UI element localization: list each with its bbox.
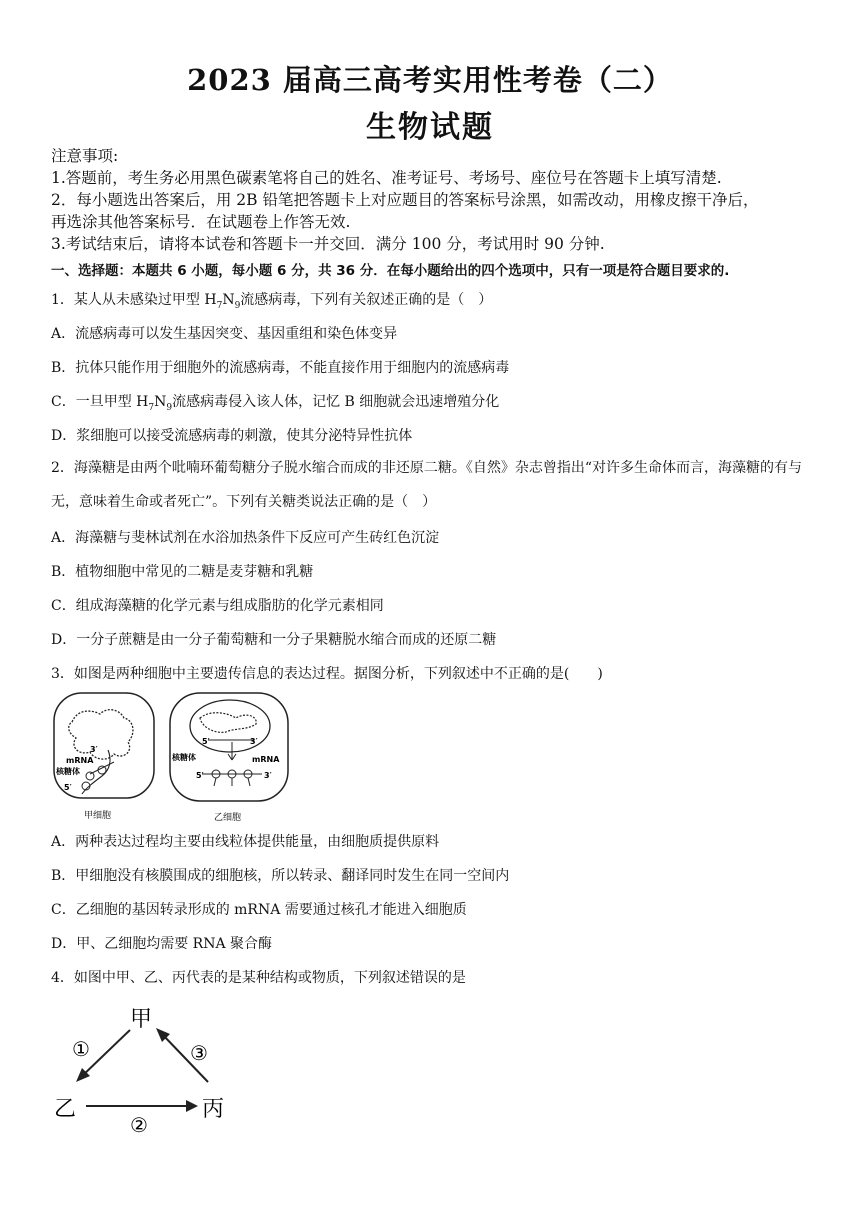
note-item: 3.考试结束后，请将本试卷和答题卡一并交回．满分 100 分，考试用时 90 分钟. [51, 235, 605, 253]
fig-left-caption: 甲细胞 [84, 811, 112, 821]
q1-stem: 1．某人从未感染过甲型 $H_7N_9$流感病毒，下列有关叙述正确的是（ ） [51, 292, 493, 311]
fig-right-caption: 乙细胞 [214, 813, 242, 822]
node-jia: 甲 [130, 1007, 153, 1032]
cycle-diagram [50, 1000, 240, 1140]
exam-title: 2023 届高三高考实用性考卷（二） [187, 63, 673, 97]
section-heading: 一、选择题：本题共 6 小题，每小题 6 分，共 36 分．在每小题给出的四个选项中，只有一项是符合题目要求的. [51, 263, 730, 279]
q2-stem: 2．海藻糖是由两个吡喃环葡萄糖分子脱水缩合而成的非还原二糖。《自然》杂志曾指出“对许多生命体而言，海藻糖的有与无，意味着生命或者死亡”。下列有关糖类说法正确的是（ ） [51, 460, 803, 510]
fig-right-5prime-top: 5′ [202, 737, 210, 746]
note-item: 再选涂其他答案标号．在试题卷上作答无效. [51, 213, 351, 231]
node-bing: 丙 [202, 1097, 225, 1122]
q4-stem: 4．如图中甲、乙、丙代表的是某种结构或物质，下列叙述错误的是 [51, 970, 466, 986]
fig-right-5prime: 5′ [196, 771, 204, 780]
fig-right-3prime-top: 3′ [250, 737, 258, 746]
fig-left-5prime: 5′ [64, 783, 72, 792]
q3-option-a: A．两种表达过程均主要由线粒体提供能量，由细胞质提供原料 [51, 834, 440, 850]
q1-option-b: B．抗体只能作用于细胞外的流感病毒，不能直接作用于细胞内的流感病毒 [51, 360, 510, 376]
note-item: 2．每小题选出答案后，用 2B 铅笔把答题卡上对应题目的答案标号涂黑，如需改动，用橡皮擦干净后， [51, 191, 759, 209]
fig-right-mrna-label: mRNA [252, 755, 280, 764]
node-yi: 乙 [54, 1097, 77, 1122]
note-item: 1.答题前，考生务必用黑色碳素笔将自己的姓名、准考证号、考场号、座位号在答题卡上填写清楚. [51, 169, 722, 187]
fig-right-3prime: 3′ [264, 771, 272, 780]
exam-subtitle: 生物试题 [366, 110, 494, 145]
fig-left-ribosome-label: 核糖体 [56, 767, 80, 776]
q2-option-b: B．植物细胞中常见的二糖是麦芽糖和乳糖 [51, 564, 314, 580]
q3-stem: 3．如图是两种细胞中主要遗传信息的表达过程。据图分析，下列叙述中不正确的是( ) [51, 666, 603, 682]
q2-option-a: A．海藻糖与斐林试剂在水浴加热条件下反应可产生砖红色沉淀 [51, 530, 440, 546]
fig-right-ribosome-label: 核糖体 [172, 753, 196, 762]
exam-notes [51, 145, 821, 255]
fig-left-mrna-label: mRNA [66, 756, 94, 765]
q3-option-b: B．甲细胞没有核膜围成的细胞核，所以转录、翻译同时发生在同一空间内 [51, 868, 510, 884]
notes-heading: 注意事项: [51, 147, 119, 165]
label-step-1: ① [72, 1037, 90, 1061]
q1-option-c: C．一旦甲型 $H_7N_9$流感病毒侵入该人体，记忆 B 细胞就会迅速增殖分化 [51, 394, 500, 413]
q1-option-d: D．浆细胞可以接受流感病毒的刺激，使其分泌特异性抗体 [51, 428, 413, 444]
q1-option-a: A．流感病毒可以发生基因突变、基因重组和染色体变异 [51, 326, 398, 342]
q3-option-d: D．甲、乙细胞均需要 RNA 聚合酶 [51, 936, 273, 952]
gene-expression-figure [50, 690, 295, 822]
q2-option-c: C．组成海藻糖的化学元素与组成脂肪的化学元素相同 [51, 598, 384, 614]
q3-option-c: C．乙细胞的基因转录形成的 mRNA 需要通过核孔才能进入细胞质 [51, 902, 467, 918]
label-step-3: ③ [190, 1041, 208, 1065]
fig-left-3prime: 3′ [90, 745, 98, 754]
q2-option-d: D．一分子蔗糖是由一分子葡萄糖和一分子果糖脱水缩合而成的还原二糖 [51, 632, 497, 648]
label-step-2: ② [130, 1113, 148, 1137]
